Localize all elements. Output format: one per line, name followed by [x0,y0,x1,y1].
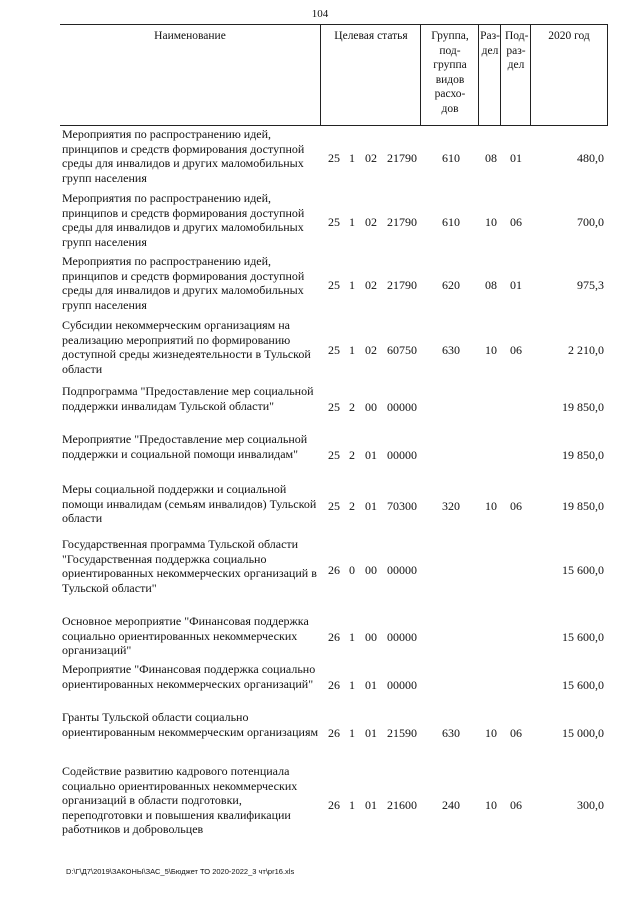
header-target: Целевая статья [334,30,408,42]
amount-2020: 700,0 [577,215,604,229]
section-code: 10 [485,343,497,357]
amount-2020: 19 850,0 [562,400,604,414]
header-group-cell [420,24,479,126]
target-code-2: 1 [349,215,355,229]
target-code-1: 25 [328,343,340,357]
header-name: Наименование [154,30,226,42]
header-section: Раз- дел [480,30,500,57]
expense-group: 320 [442,499,460,513]
target-code-1: 25 [328,400,340,414]
target-code-3: 02 [365,278,377,292]
row-name: Содействие развитию кадрового потенциала социально ориентированных некоммерческих организаций в области подготовки, переподготовки и повышения квалификации работников и добровольцев [62,764,298,836]
table-row [0,710,640,756]
target-code-2: 2 [349,400,355,414]
target-code-3: 00 [365,400,377,414]
row-name: Меры социальной поддержки и социальной помощи инвалидам (семьям инвалидов) Тульской области [62,482,317,525]
target-code-1: 26 [328,798,340,812]
target-code-1: 25 [328,278,340,292]
row-name: Мероприятия по распространению идей, принципов и средств формирования доступной среды для инвалидов и других маломобильных групп населения [62,127,305,185]
header-section-cell [478,24,501,126]
row-name: Государственная программа Тульской области "Государственная поддержка социально ориентированных некоммерческих организаций в Тульской области" [62,537,317,595]
table-row [0,662,640,708]
row-name: Мероприятие "Финансовая поддержка социально ориентированных некоммерческих организаций" [62,662,316,691]
target-code-2: 1 [349,726,355,740]
row-name: Подпрограмма "Предоставление мер социальной поддержки инвалидам Тульской области" [62,384,314,413]
expense-group: 630 [442,343,460,357]
target-code-4: 00000 [387,563,417,577]
amount-2020: 19 850,0 [562,499,604,513]
target-code-4: 21790 [387,215,417,229]
header-subsection: Под- раз- дел [505,30,529,71]
target-code-1: 26 [328,726,340,740]
target-code-4: 21790 [387,151,417,165]
amount-2020: 19 850,0 [562,448,604,462]
target-code-3: 01 [365,448,377,462]
header-year-cell [530,24,608,126]
row-name: Субсидии некоммерческим организациям на реализацию мероприятий по формированию доступной среды жизнедеятельности в Тульской области [62,318,311,376]
target-code-2: 1 [349,798,355,812]
table-row [0,482,640,530]
row-name: Мероприятия по распространению идей, принципов и средств формирования доступной среды для инвалидов и других маломобильных групп населения [62,254,305,312]
table-row [0,318,640,382]
target-code-4: 21790 [387,278,417,292]
target-code-3: 00 [365,630,377,644]
section-code: 10 [485,798,497,812]
table-row [0,384,640,430]
subsection-code: 06 [510,499,522,513]
subsection-code: 06 [510,343,522,357]
target-code-1: 26 [328,678,340,692]
target-code-3: 01 [365,798,377,812]
header-name-cell [60,24,320,126]
target-code-2: 1 [349,343,355,357]
target-code-4: 60750 [387,343,417,357]
target-code-2: 2 [349,448,355,462]
amount-2020: 15 600,0 [562,678,604,692]
subsection-code: 01 [510,151,522,165]
target-code-3: 00 [365,563,377,577]
target-code-4: 00000 [387,630,417,644]
target-code-3: 01 [365,499,377,513]
target-code-2: 1 [349,151,355,165]
target-code-4: 00000 [387,400,417,414]
expense-group: 620 [442,278,460,292]
header-target-cell [320,24,421,126]
amount-2020: 15 600,0 [562,563,604,577]
subsection-code: 01 [510,278,522,292]
target-code-2: 1 [349,630,355,644]
file-path-footer: D:\Г\Д7\2019\ЗАКОНЫ\ЗАС_5\Бюджет ТО 2020-2022_3 чт\pr16.xls [66,867,295,876]
table-row [0,432,640,478]
table-row [0,254,640,316]
table-row [0,191,640,253]
target-code-2: 1 [349,278,355,292]
expense-group: 240 [442,798,460,812]
target-code-2: 0 [349,563,355,577]
target-code-4: 21590 [387,726,417,740]
subsection-code: 06 [510,215,522,229]
expense-group: 610 [442,215,460,229]
section-code: 10 [485,726,497,740]
section-code: 10 [485,215,497,229]
table-row [0,614,640,660]
row-name: Мероприятие "Предоставление мер социальной поддержки и социальной помощи инвалидам" [62,432,308,461]
expense-group: 610 [442,151,460,165]
target-code-3: 01 [365,726,377,740]
target-code-1: 26 [328,630,340,644]
expense-group: 630 [442,726,460,740]
table-row [0,537,640,603]
row-name: Гранты Тульской области социально ориентированным некоммерческим организациям [62,710,319,739]
target-code-1: 26 [328,563,340,577]
target-code-1: 25 [328,215,340,229]
row-name: Мероприятия по распространению идей, принципов и средств формирования доступной среды для инвалидов и других маломобильных групп населения [62,191,305,249]
subsection-code: 06 [510,798,522,812]
target-code-4: 00000 [387,448,417,462]
page-number: 104 [311,8,329,20]
header-year: 2020 год [548,30,590,42]
target-code-2: 2 [349,499,355,513]
amount-2020: 975,3 [577,278,604,292]
amount-2020: 15 600,0 [562,630,604,644]
target-code-3: 02 [365,343,377,357]
target-code-3: 02 [365,215,377,229]
target-code-2: 1 [349,678,355,692]
header-group: Группа, под- группа видов расхо- дов [431,30,469,115]
amount-2020: 2 210,0 [568,343,604,357]
section-code: 08 [485,151,497,165]
section-code: 08 [485,278,497,292]
amount-2020: 480,0 [577,151,604,165]
target-code-3: 02 [365,151,377,165]
amount-2020: 15 000,0 [562,726,604,740]
target-code-4: 00000 [387,678,417,692]
target-code-1: 25 [328,448,340,462]
target-code-3: 01 [365,678,377,692]
header-subsection-cell [500,24,531,126]
target-code-4: 21600 [387,798,417,812]
section-code: 10 [485,499,497,513]
target-code-1: 25 [328,151,340,165]
amount-2020: 300,0 [577,798,604,812]
target-code-4: 70300 [387,499,417,513]
row-name: Основное мероприятие "Финансовая поддержка социально ориентированных некоммерческих организаций" [62,614,309,657]
table-row [0,127,640,189]
table-row [0,764,640,846]
subsection-code: 06 [510,726,522,740]
target-code-1: 25 [328,499,340,513]
